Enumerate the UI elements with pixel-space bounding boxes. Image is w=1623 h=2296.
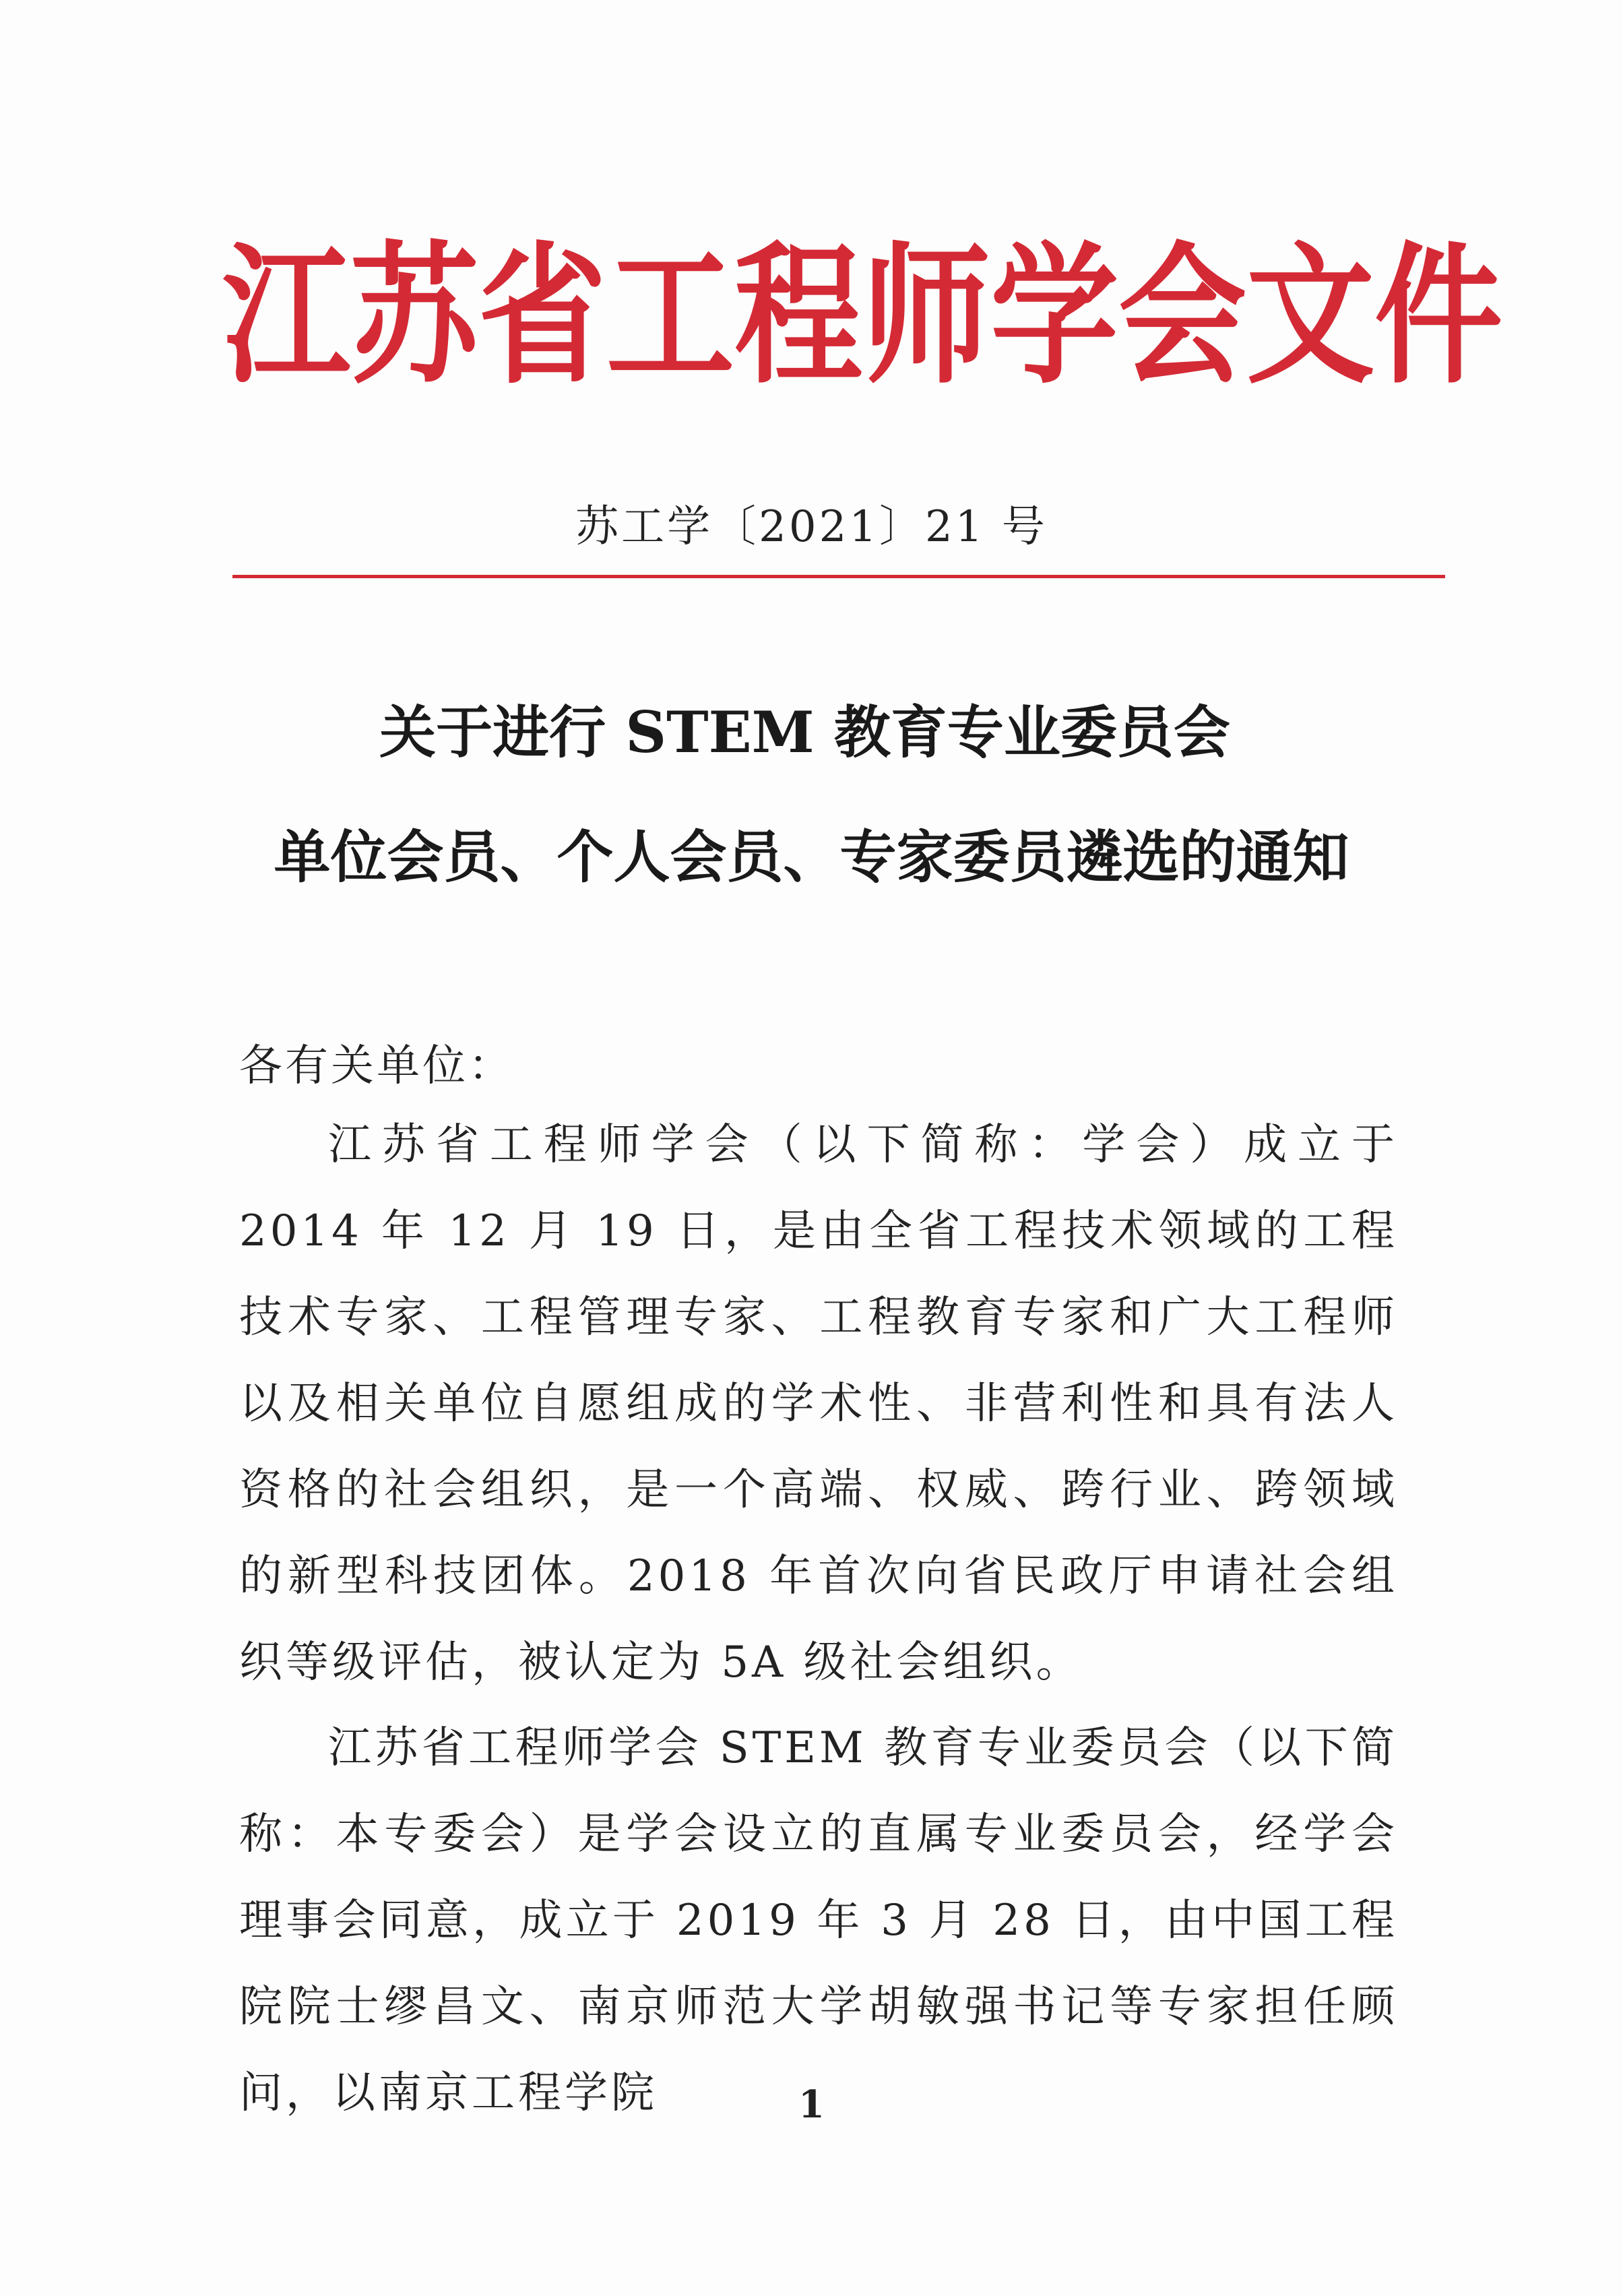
notice-title-line-1: 关于进行 STEM 教育专业委员会	[379, 699, 1230, 766]
document-header-title	[222, 216, 1503, 418]
header-char: 省	[478, 228, 607, 404]
red-divider-line	[232, 575, 1445, 578]
salutation: 各有关单位：	[239, 1041, 514, 1091]
notice-title-line-2: 单位会员、个人会员、专家委员遴选的通知	[274, 824, 1349, 890]
header-char: 会	[1118, 228, 1247, 404]
header-char: 苏	[350, 228, 479, 404]
header-char: 文	[1246, 228, 1375, 404]
header-char: 师	[862, 228, 991, 404]
header-char: 学	[990, 228, 1119, 404]
body-paragraph-2: 江苏省工程师学会 STEM 教育专业委员会（以下简称：本专委会）是学会设立的直属专业委员会，经学会理事会同意，成立于 2019 年 3 月 28 日，由中国工程院院士缪昌文、南京师范大学胡敏强书记等专家担任顾问，以南京工程学院	[239, 1723, 1398, 2118]
header-char: 程	[734, 228, 863, 404]
header-char: 件	[1374, 228, 1503, 404]
page-number: 1	[798, 2082, 825, 2127]
document-number: 苏工学〔2021〕21 号	[575, 502, 1048, 552]
body-paragraph-1: 江苏省工程师学会（以下简称：学会）成立于 2014 年 12 月 19 日，是由全省工程技术领域的工程技术专家、工程管理专家、工程教育专家和广大工程师以及相关单位自愿组成的学术性、非营利性和具有法人资格的社会组织，是一个高端、权威、跨行业、跨领域的新型科技团体。2018 年首次向省民政厅申请社会组织等级评估，被认定为 5A 级社会组织。	[239, 1120, 1398, 1687]
header-char: 工	[606, 228, 735, 404]
header-char: 江	[222, 228, 351, 404]
